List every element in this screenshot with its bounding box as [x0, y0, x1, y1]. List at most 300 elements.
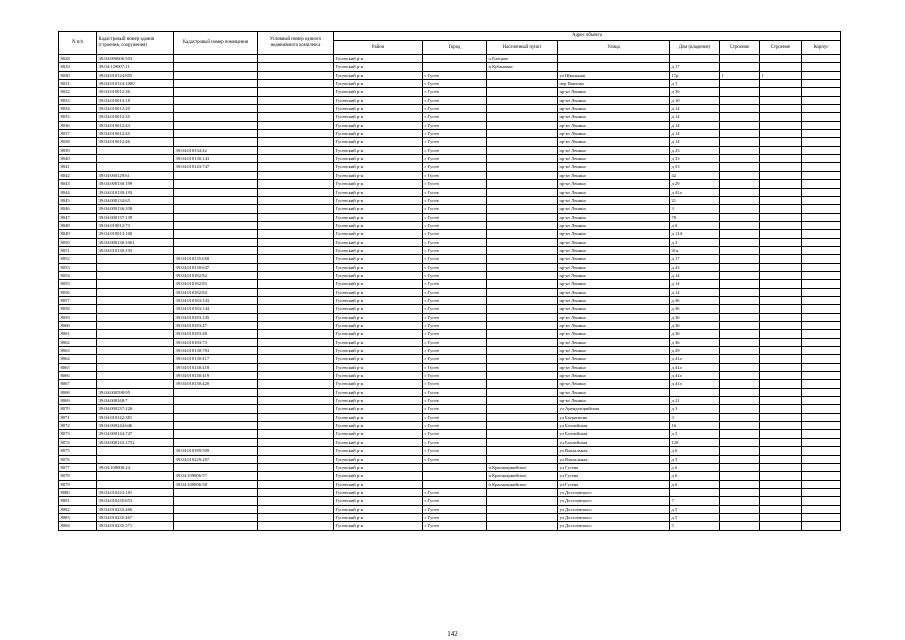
cell-house: д 36: [670, 330, 720, 338]
cell-korpus: [802, 113, 841, 121]
cell-city: г Гусев: [423, 372, 487, 380]
header-district: Район: [334, 41, 423, 55]
cell-cad-room: 39:04:010183:47: [174, 322, 258, 330]
cell-cad-room: [174, 246, 258, 254]
cell-num: 8035: [59, 113, 97, 121]
cell-structure: [760, 263, 802, 271]
cell-locality: [487, 330, 558, 338]
cell-cad-building: 39:04:010235:467: [97, 513, 174, 521]
cell-building: [720, 155, 760, 163]
cell-building: [720, 455, 760, 463]
cell-korpus: [802, 271, 841, 279]
cell-num: 8079: [59, 480, 97, 488]
cell-korpus: [802, 463, 841, 471]
cell-structure: [760, 330, 802, 338]
cell-building: [720, 255, 760, 263]
cell-cad-building: 39:04:010012:35: [97, 113, 174, 121]
cell-locality: п Елецкое: [487, 55, 558, 63]
cell-cond-num: [258, 188, 334, 196]
cell-building: [720, 430, 760, 438]
cell-building: [720, 238, 760, 246]
cell-cad-room: [174, 96, 258, 104]
cell-house: д 41а: [670, 372, 720, 380]
cell-structure: [760, 305, 802, 313]
cell-num: 8030: [59, 71, 97, 79]
cell-house: 3: [670, 413, 720, 421]
cell-structure: [760, 413, 802, 421]
cell-cond-num: [258, 438, 334, 446]
cell-cad-building: [97, 347, 174, 355]
cell-cad-room: 39:04:010130:417: [174, 355, 258, 363]
cell-house: д 36: [670, 305, 720, 313]
cell-structure: [760, 463, 802, 471]
cell-house: д 29: [670, 347, 720, 355]
cell-cond-num: [258, 305, 334, 313]
cell-korpus: [802, 488, 841, 496]
cell-structure: [760, 522, 802, 530]
cell-cond-num: [258, 338, 334, 346]
cell-cad-room: [174, 388, 258, 396]
cell-cond-num: [258, 405, 334, 413]
cell-korpus: [802, 313, 841, 321]
cell-locality: [487, 230, 558, 238]
cell-num: 8076: [59, 455, 97, 463]
cell-district: Гусевский р-н: [334, 488, 423, 496]
cell-structure: [760, 130, 802, 138]
cell-num: 8078: [59, 472, 97, 480]
cell-cad-room: [174, 522, 258, 530]
cell-house: д 14: [670, 121, 720, 129]
cell-street: пр-кт Ленина: [558, 280, 670, 288]
cell-house: 128: [670, 438, 720, 446]
cell-structure: [760, 271, 802, 279]
cell-street: пр-кт Ленина: [558, 213, 670, 221]
cell-building: [720, 213, 760, 221]
cell-cad-building: 39:04:000598:95: [97, 388, 174, 396]
cell-building: [720, 113, 760, 121]
cell-house: [670, 488, 720, 496]
table-row: [59, 363, 841, 371]
cell-building: [720, 138, 760, 146]
cell-cad-room: [174, 213, 258, 221]
cell-num: 8052: [59, 255, 97, 263]
cell-structure: [760, 455, 802, 463]
cell-korpus: [802, 246, 841, 254]
cell-num: 8044: [59, 188, 97, 196]
table-row: [59, 430, 841, 438]
cell-locality: [487, 447, 558, 455]
cell-cond-num: [258, 121, 334, 129]
cell-cad-building: 39:04:010012:36: [97, 88, 174, 96]
cell-city: г Гусев: [423, 188, 487, 196]
header-cad-building: Кадастровый номер здания (строения, сооружения): [97, 32, 174, 55]
cell-korpus: [802, 455, 841, 463]
cell-city: г Гусев: [423, 497, 487, 505]
cell-district: Гусевский р-н: [334, 246, 423, 254]
cell-locality: [487, 213, 558, 221]
cell-city: г Гусев: [423, 280, 487, 288]
cell-street: пр-кт Ленина: [558, 338, 670, 346]
table-row: [59, 221, 841, 229]
cell-district: Гусевский р-н: [334, 188, 423, 196]
cell-num: 8029: [59, 63, 97, 71]
cell-city: [423, 480, 487, 488]
cell-locality: [487, 513, 558, 521]
cell-structure: [760, 188, 802, 196]
cell-cad-building: 39:04:129007:11: [97, 63, 174, 71]
cell-cad-room: [174, 80, 258, 88]
cell-locality: п Красноармейское: [487, 472, 558, 480]
cell-house: д 33: [670, 155, 720, 163]
cell-korpus: [802, 188, 841, 196]
cell-cad-building: 39:04:010130:193: [97, 188, 174, 196]
cell-cond-num: [258, 171, 334, 179]
cell-street: пр-кт Ленина: [558, 163, 670, 171]
header-building: Строение: [720, 41, 760, 55]
cell-locality: [487, 180, 558, 188]
cell-building: [720, 472, 760, 480]
cell-korpus: [802, 472, 841, 480]
cell-street: пр-кт Ленина: [558, 121, 670, 129]
cell-cad-room: 39:04:010182:83: [174, 280, 258, 288]
cell-locality: [487, 422, 558, 430]
cell-korpus: [802, 405, 841, 413]
table-row: [59, 155, 841, 163]
cell-num: 8067: [59, 380, 97, 388]
cell-cad-building: [97, 313, 174, 321]
cell-city: г Гусев: [423, 238, 487, 246]
table-row: [59, 146, 841, 154]
cell-cond-num: [258, 322, 334, 330]
cell-structure: [760, 355, 802, 363]
cell-num: 8033: [59, 96, 97, 104]
table-row: [59, 405, 841, 413]
cell-street: пр-кт Ленина: [558, 363, 670, 371]
cell-korpus: [802, 388, 841, 396]
cell-district: Гусевский р-н: [334, 463, 423, 471]
cell-cad-room: [174, 438, 258, 446]
table-row: [59, 380, 841, 388]
cell-num: 8051: [59, 246, 97, 254]
table-row: [59, 238, 841, 246]
cell-cond-num: [258, 413, 334, 421]
cell-cad-room: 39:04:010135:658: [174, 255, 258, 263]
cell-city: г Гусев: [423, 255, 487, 263]
cell-cond-num: [258, 155, 334, 163]
cell-street: ул Гусева: [558, 480, 670, 488]
cell-street: ул Вокзальная: [558, 455, 670, 463]
cell-building: [720, 397, 760, 405]
cell-num: 8036: [59, 121, 97, 129]
table-row: [59, 347, 841, 355]
cell-locality: [487, 146, 558, 154]
cell-korpus: [802, 513, 841, 521]
cell-cad-building: [97, 255, 174, 263]
cell-house: д 5: [670, 513, 720, 521]
cell-street: пр-кт Ленина: [558, 130, 670, 138]
cell-building: [720, 55, 760, 63]
cell-cad-building: 39:04:000134:65: [97, 196, 174, 204]
cell-city: [423, 463, 487, 471]
cell-structure: [760, 380, 802, 388]
cell-city: г Гусев: [423, 246, 487, 254]
cell-street: пр-кт Ленина: [558, 271, 670, 279]
cell-building: [720, 221, 760, 229]
cell-cond-num: [258, 180, 334, 188]
header-cond-num: Условный номер единого недвижимого комплекса: [258, 32, 334, 55]
cell-korpus: [802, 505, 841, 513]
cell-locality: [487, 255, 558, 263]
cell-structure: [760, 238, 802, 246]
cell-cad-room: [174, 397, 258, 405]
cell-district: Гусевский р-н: [334, 63, 423, 71]
cell-locality: [487, 105, 558, 113]
cell-house: 42: [670, 171, 720, 179]
cell-street: пр-кт Ленина: [558, 322, 670, 330]
cell-cad-room: [174, 88, 258, 96]
cell-city: г Гусев: [423, 288, 487, 296]
cell-korpus: [802, 397, 841, 405]
cell-locality: п Красноармейское: [487, 463, 558, 471]
cell-street: пр-кт Ленина: [558, 96, 670, 104]
table-body: [59, 55, 841, 531]
header-locality: Населенный пункт: [487, 41, 558, 55]
cell-street: пр-кт Ленина: [558, 196, 670, 204]
cell-korpus: [802, 330, 841, 338]
cell-house: д 1: [670, 80, 720, 88]
cell-structure: [760, 213, 802, 221]
cell-district: Гусевский р-н: [334, 388, 423, 396]
cell-locality: п Кубановка: [487, 63, 558, 71]
cell-street: пр-кт Ленина: [558, 146, 670, 154]
cell-structure: [760, 113, 802, 121]
cell-korpus: [802, 146, 841, 154]
cell-korpus: [802, 347, 841, 355]
cell-locality: [487, 505, 558, 513]
cell-cond-num: [258, 363, 334, 371]
cell-cad-room: [174, 121, 258, 129]
cell-structure: [760, 397, 802, 405]
cell-cad-room: [174, 171, 258, 179]
cell-locality: [487, 347, 558, 355]
cell-cond-num: [258, 196, 334, 204]
cell-district: Гусевский р-н: [334, 497, 423, 505]
cell-street: пр-кт Ленина: [558, 313, 670, 321]
table-row: [59, 63, 841, 71]
cell-district: Гусевский р-н: [334, 221, 423, 229]
cell-street: пр-кт Ленина: [558, 380, 670, 388]
cell-house: д 29: [670, 180, 720, 188]
cell-street: пр-кт Ленина: [558, 288, 670, 296]
cell-cad-room: [174, 196, 258, 204]
cell-district: Гусевский р-н: [334, 205, 423, 213]
cell-num: 8081: [59, 497, 97, 505]
cell-structure: [760, 63, 802, 71]
cell-locality: [487, 280, 558, 288]
cell-district: Гусевский р-н: [334, 296, 423, 304]
cell-cond-num: [258, 313, 334, 321]
cell-cad-building: 39:04:010130:193: [97, 246, 174, 254]
cell-locality: [487, 271, 558, 279]
cell-locality: [487, 296, 558, 304]
registry-sheet: [58, 31, 840, 531]
cell-cad-room: [174, 230, 258, 238]
table-row: [59, 213, 841, 221]
cell-district: Гусевский р-н: [334, 280, 423, 288]
cell-cad-building: [97, 380, 174, 388]
cell-building: [720, 480, 760, 488]
cell-cad-room: [174, 430, 258, 438]
cell-structure: [760, 205, 802, 213]
cell-cad-room: 39:04:010183:48: [174, 330, 258, 338]
cell-building: [720, 380, 760, 388]
cell-city: г Гусев: [423, 221, 487, 229]
cell-structure: [760, 155, 802, 163]
cell-street: пр-кт Ленина: [558, 155, 670, 163]
cell-city: г Гусев: [423, 205, 487, 213]
cell-structure: [760, 80, 802, 88]
cell-korpus: [802, 96, 841, 104]
cell-cad-room: 39:04:010130:420: [174, 380, 258, 388]
cell-district: Гусевский р-н: [334, 338, 423, 346]
table-row: [59, 313, 841, 321]
cell-street: пр-кт Ленина: [558, 205, 670, 213]
cell-cad-building: 39:04:010124:855: [97, 71, 174, 79]
cell-street: пр-кт Ленина: [558, 372, 670, 380]
table-row: [59, 513, 841, 521]
cell-locality: [487, 96, 558, 104]
cell-house: д 14: [670, 271, 720, 279]
cell-num: 8071: [59, 413, 97, 421]
cell-cond-num: [258, 497, 334, 505]
cell-building: [720, 171, 760, 179]
cell-cad-room: [174, 413, 258, 421]
cell-structure: [760, 288, 802, 296]
cell-building: [720, 330, 760, 338]
cell-cond-num: [258, 271, 334, 279]
cell-cad-building: 39:04:010124:1000: [97, 80, 174, 88]
cell-building: [720, 305, 760, 313]
cell-house: 7: [670, 497, 720, 505]
cell-cond-num: [258, 447, 334, 455]
cell-house: д 14: [670, 105, 720, 113]
cell-num: 8077: [59, 463, 97, 471]
cell-city: г Гусев: [423, 230, 487, 238]
cell-district: Гусевский р-н: [334, 322, 423, 330]
cell-num: 8075: [59, 447, 97, 455]
cell-city: г Гусев: [423, 322, 487, 330]
cell-num: 8049: [59, 230, 97, 238]
cell-cond-num: [258, 138, 334, 146]
cell-building: [720, 188, 760, 196]
cell-cad-room: [174, 205, 258, 213]
cell-locality: [487, 413, 558, 421]
cell-locality: [487, 288, 558, 296]
cell-korpus: [802, 238, 841, 246]
cell-num: 8045: [59, 196, 97, 204]
cell-num: 8058: [59, 305, 97, 313]
cell-cond-num: [258, 205, 334, 213]
cell-locality: [487, 205, 558, 213]
cell-street: пр-кт Ленина: [558, 347, 670, 355]
cell-house: д 3: [670, 405, 720, 413]
cell-locality: [487, 363, 558, 371]
table-row: [59, 246, 841, 254]
cell-house: 5: [670, 522, 720, 530]
cell-district: Гусевский р-н: [334, 263, 423, 271]
cell-district: Гусевский р-н: [334, 55, 423, 63]
cell-korpus: [802, 422, 841, 430]
cell-korpus: [802, 196, 841, 204]
cell-cad-room: 39:04:010182:84: [174, 288, 258, 296]
cell-korpus: [802, 480, 841, 488]
cell-cad-building: [97, 263, 174, 271]
cell-structure: [760, 472, 802, 480]
cell-house: д 41а: [670, 188, 720, 196]
cell-building: [720, 372, 760, 380]
cell-num: 8064: [59, 355, 97, 363]
table-row: [59, 305, 841, 313]
cell-street: ул Достоевского: [558, 522, 670, 530]
cell-district: Гусевский р-н: [334, 238, 423, 246]
table-row: [59, 447, 841, 455]
cell-house: д 11А: [670, 230, 720, 238]
table-row: [59, 438, 841, 446]
cell-num: 8059: [59, 313, 97, 321]
cell-street: ул Достоевского: [558, 513, 670, 521]
cell-district: Гусевский р-н: [334, 422, 423, 430]
cell-house: д 3: [670, 430, 720, 438]
cell-korpus: [802, 130, 841, 138]
cell-building: [720, 513, 760, 521]
cell-korpus: [802, 63, 841, 71]
cell-cond-num: [258, 380, 334, 388]
table-row: [59, 322, 841, 330]
cell-city: г Гусев: [423, 271, 487, 279]
cell-cad-room: 39:04:010130:418: [174, 363, 258, 371]
cell-cad-room: 39:04:010182:82: [174, 271, 258, 279]
cell-city: г Гусев: [423, 305, 487, 313]
cell-city: г Гусев: [423, 113, 487, 121]
cell-cad-building: 39:04:010235:653: [97, 497, 174, 505]
cell-street: ул Багратиона: [558, 413, 670, 421]
cell-district: Гусевский р-н: [334, 347, 423, 355]
cell-cad-room: [174, 138, 258, 146]
cell-building: [720, 146, 760, 154]
cell-num: 8080: [59, 488, 97, 496]
cell-house: д 41а: [670, 355, 720, 363]
cell-cad-building: 39:04:000136:338: [97, 205, 174, 213]
cell-street: пр-кт Ленина: [558, 296, 670, 304]
cell-cond-num: [258, 488, 334, 496]
cell-num: 8031: [59, 80, 97, 88]
cell-cad-room: 39:04:010130:703: [174, 347, 258, 355]
header-address: Адрес объекта: [334, 32, 841, 41]
table-row: [59, 188, 841, 196]
cell-cad-room: 39:04:010134:42: [174, 146, 258, 154]
cell-structure: [760, 497, 802, 505]
cell-korpus: [802, 338, 841, 346]
cell-building: 1: [720, 71, 760, 79]
cell-city: г Гусев: [423, 88, 487, 96]
cell-structure: [760, 163, 802, 171]
cell-cad-building: 39:04:010235:571: [97, 522, 174, 530]
cell-cond-num: [258, 513, 334, 521]
cell-city: г Гусев: [423, 347, 487, 355]
cell-house: д 10: [670, 96, 720, 104]
cell-structure: [760, 88, 802, 96]
cell-street: ул Балтийская: [558, 438, 670, 446]
